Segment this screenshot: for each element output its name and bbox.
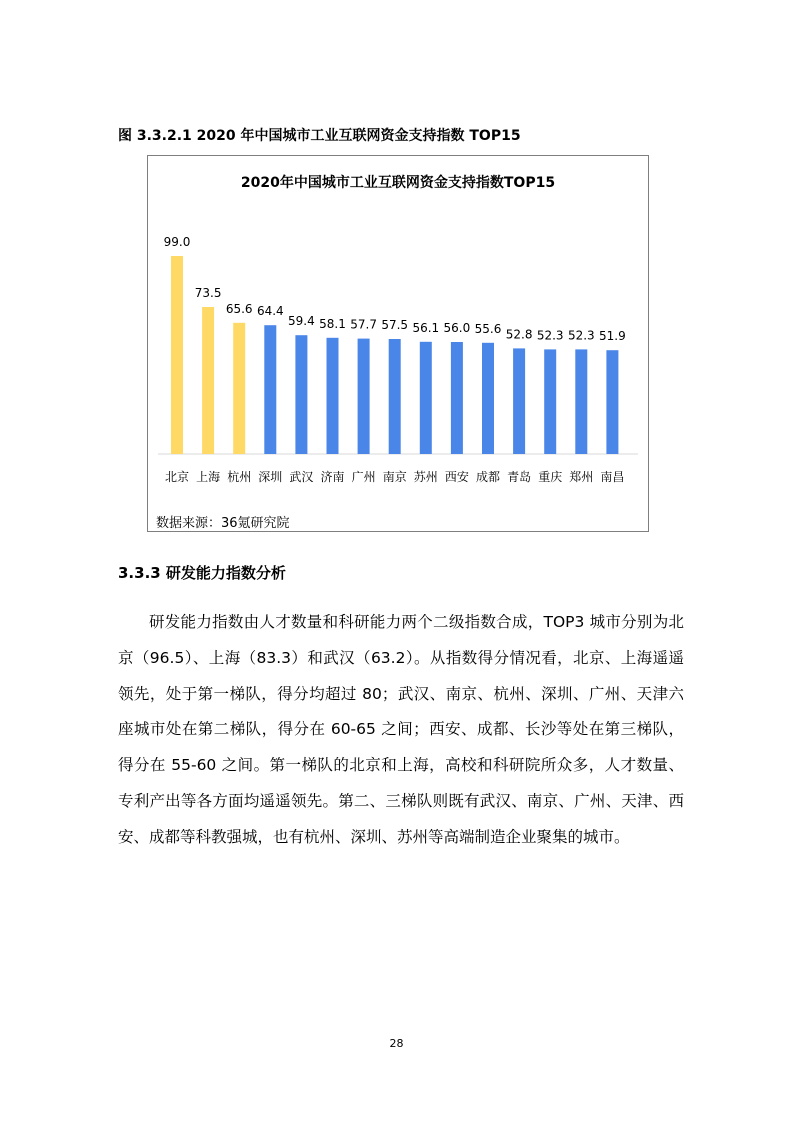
category-label-13: 重庆 xyxy=(538,470,563,484)
category-label-14: 郑州 xyxy=(569,470,594,484)
bar-11 xyxy=(482,343,494,454)
value-label-1: 99.0 xyxy=(163,235,191,249)
value-label-14: 52.3 xyxy=(567,328,595,343)
bar-14 xyxy=(575,349,587,454)
value-label-10: 56.0 xyxy=(443,321,471,335)
bar-12 xyxy=(513,348,525,454)
body-paragraph: 研发能力指数由人才数量和科研能力两个二级指数合成，TOP3 城市分别为北京（96.5）、上海（83.3）和武汉（63.2）。从指数得分情况看，北京、上海遥遥领先，处于第一梯队，得分均超过 80；武汉、南京、杭州、深圳、广州、天津六座城市处在第二梯队，得分在 60-65 之间；西安、成都、长沙等处在第三梯队，得分在 55-60 之间。第一梯队的北京和上海，高校和科研院所众多，人才数量、专利产出等各方面均遥遥领先。第二、三梯队则既有武汉、南京、广州、天津、西安、成都等科教强城，也有杭州、深圳、苏州等高端制造企业聚集的城市。 xyxy=(118,613,684,846)
category-label-2: 上海 xyxy=(196,470,221,484)
bar-15 xyxy=(606,350,618,454)
category-label-6: 济南 xyxy=(320,470,345,484)
bar-1 xyxy=(171,256,183,454)
category-label-7: 广州 xyxy=(351,470,376,484)
value-label-5: 59.4 xyxy=(288,314,315,329)
value-label-9: 56.1 xyxy=(412,320,440,335)
bar-5 xyxy=(295,335,307,454)
value-label-4: 64.4 xyxy=(256,304,284,319)
figure-caption: 图 3.3.2.1 2020 年中国城市工业互联网资金支持指数 TOP15 xyxy=(118,128,521,144)
category-label-10: 西安 xyxy=(444,470,469,484)
page-number: 28 xyxy=(389,1037,404,1050)
bar-13 xyxy=(544,349,556,454)
chart-frame xyxy=(147,155,649,532)
chart-source: 数据来源：36氪研究院 xyxy=(156,516,290,531)
category-label-12: 青岛 xyxy=(507,470,532,484)
bar-7 xyxy=(358,339,370,454)
section-title: 3.3.3 研发能力指数分析 xyxy=(118,564,286,582)
category-label-8: 南京 xyxy=(382,470,407,484)
category-label-15: 南昌 xyxy=(600,470,625,484)
bar-8 xyxy=(389,339,401,454)
bar-4 xyxy=(264,325,276,454)
category-label-3: 杭州 xyxy=(227,470,252,484)
bar-9 xyxy=(420,342,432,454)
category-label-1: 北京 xyxy=(164,470,190,484)
bar-chart xyxy=(148,156,648,531)
chart-title: 2020年中国城市工业互联网资金支持指数TOP15 xyxy=(240,175,556,191)
bar-6 xyxy=(327,338,339,454)
bar-10 xyxy=(451,342,463,454)
category-label-4: 深圳 xyxy=(258,470,283,484)
value-label-2: 73.5 xyxy=(194,286,222,300)
value-label-11: 55.6 xyxy=(474,321,502,336)
value-label-8: 57.5 xyxy=(381,318,409,332)
category-label-11: 成都 xyxy=(475,470,501,484)
category-label-5: 武汉 xyxy=(289,470,314,484)
value-label-3: 65.6 xyxy=(225,301,253,316)
value-label-7: 57.7 xyxy=(350,317,377,332)
value-label-15: 51.9 xyxy=(599,329,626,344)
bar-3 xyxy=(233,323,245,454)
bar-2 xyxy=(202,307,214,454)
value-label-13: 52.3 xyxy=(536,328,564,343)
value-label-12: 52.8 xyxy=(505,327,533,342)
bar-group xyxy=(164,235,626,484)
value-label-6: 58.1 xyxy=(319,316,346,331)
category-label-9: 苏州 xyxy=(413,470,438,484)
